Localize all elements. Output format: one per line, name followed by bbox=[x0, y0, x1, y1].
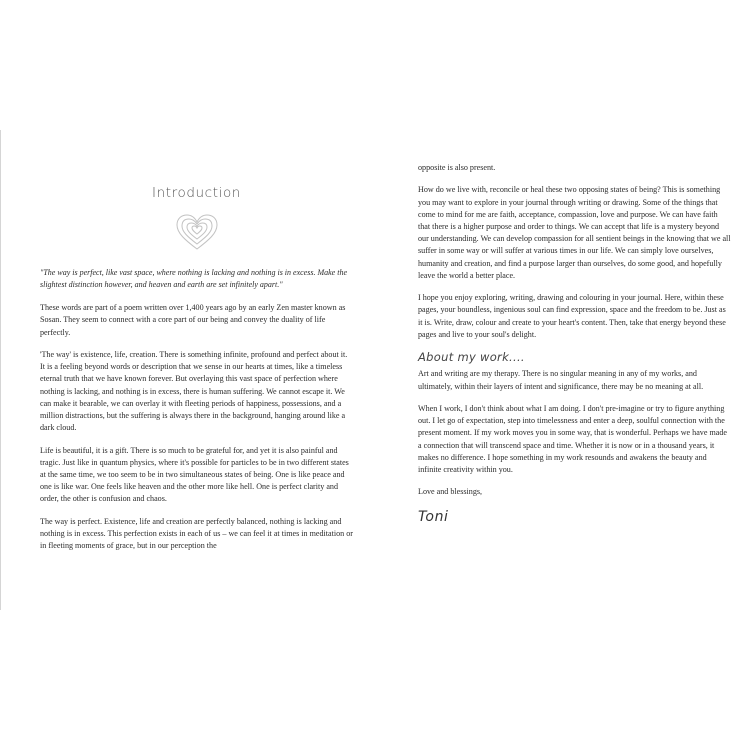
closing-line: Love and blessings, bbox=[418, 487, 483, 497]
body-paragraph: When I work, I don't think about what I am doing. I don't pre-imagine or try to figure anything out. I let go of expectation, step into timelessness and enter a deep, soulful connection with the present moment. If my work moves you in some way, that is wonderful. Perhaps we have made a connection that will transcend space and time. Whether it is now or in a thousand years, it makes no difference. I hope something in my work resounds and awakens the beauty and infinite creativity within you. bbox=[418, 404, 727, 475]
body-paragraph: opposite is also present. bbox=[418, 163, 496, 172]
body-paragraph: Art and writing are my therapy. There is no singular meaning in any of my works, and ultimately, within their layers of intent and significance, there may be no meaning at all. bbox=[418, 369, 704, 391]
body-paragraph: Life is beautiful, it is a gift. There is so much to be grateful for, and yet it is also painful and tragic. Just like in quantum physics, where it's possible for particles to be in two different states at the same time, we too seem to be in two simultaneous states of being. One is like peace and one is like war. One feels like heaven and the other more like hell. One is perfect clarity and order, the other is confusion and chaos. bbox=[40, 445, 349, 504]
concentric-heart-icon bbox=[175, 213, 219, 253]
page-title: Introduction bbox=[152, 185, 241, 201]
body-paragraph: 'The way' is existence, life, creation. There is something infinite, profound and perfect about it. It is a feeling beyond words or description that we sense in our hearts at times, like a timeless eternal truth that we have known forever. But overlaying this vast space of perfection where nothing is lacking, and nothing is in excess, there is human suffering. We cannot escape it. We can make it bearable, we can overlay it with fleeting periods of happiness, possessions, and a million distractions, but the suffering is always there in the background, hanging around like a dark cloud. bbox=[40, 350, 348, 433]
right-column bbox=[418, 162, 731, 523]
right-page bbox=[375, 0, 750, 750]
section-subheading: About my work.... bbox=[418, 350, 525, 365]
body-paragraph: How do we live with, reconcile or heal these two opposing states of being? This is something you may want to explore in your journal through writing or drawing. Some of the things that come to mind for me are faith, acceptance, compassion, love and purpose. We can have faith that there is a higher purpose and order to things. We can accept that life is a mystery beyond our understanding. We can develop compassion for all sentient beings in the knowing that we all suffer in some way or will suffer at various times in our life. We can simply love ourselves, humanity and creation, and find a purpose larger than ourselves, do some good, and hopefully leave the world a better place. bbox=[418, 185, 731, 280]
body-paragraph: These words are part of a poem written over 1,400 years ago by an early Zen master known as Sosan. They seem to connect with a core part of our being and convey the duality of life perfectly. bbox=[40, 303, 346, 337]
signature: Toni bbox=[418, 508, 449, 525]
left-column bbox=[40, 187, 353, 563]
body-paragraph: I hope you enjoy exploring, writing, drawing and colouring in your journal. Here, within these pages, your boundless, ingenious soul can find expression, space and the freedom to be. Just as it is. Write, draw, colour and create to your heart's content. Then, take that energy beyond these pages and live to your soul's delight. bbox=[418, 293, 726, 339]
zen-quote: "The way is perfect, like vast space, where nothing is lacking and nothing is in excess. Make the slightest distinction however, and heaven and earth are set infinitely apart." bbox=[40, 268, 347, 289]
body-paragraph: The way is perfect. Existence, life and creation are perfectly balanced, nothing is lacking and nothing is in excess. This perfection exists in each of us – we can feel it at times in meditation or in fleeting moments of grace, but in our perception the bbox=[40, 516, 353, 551]
